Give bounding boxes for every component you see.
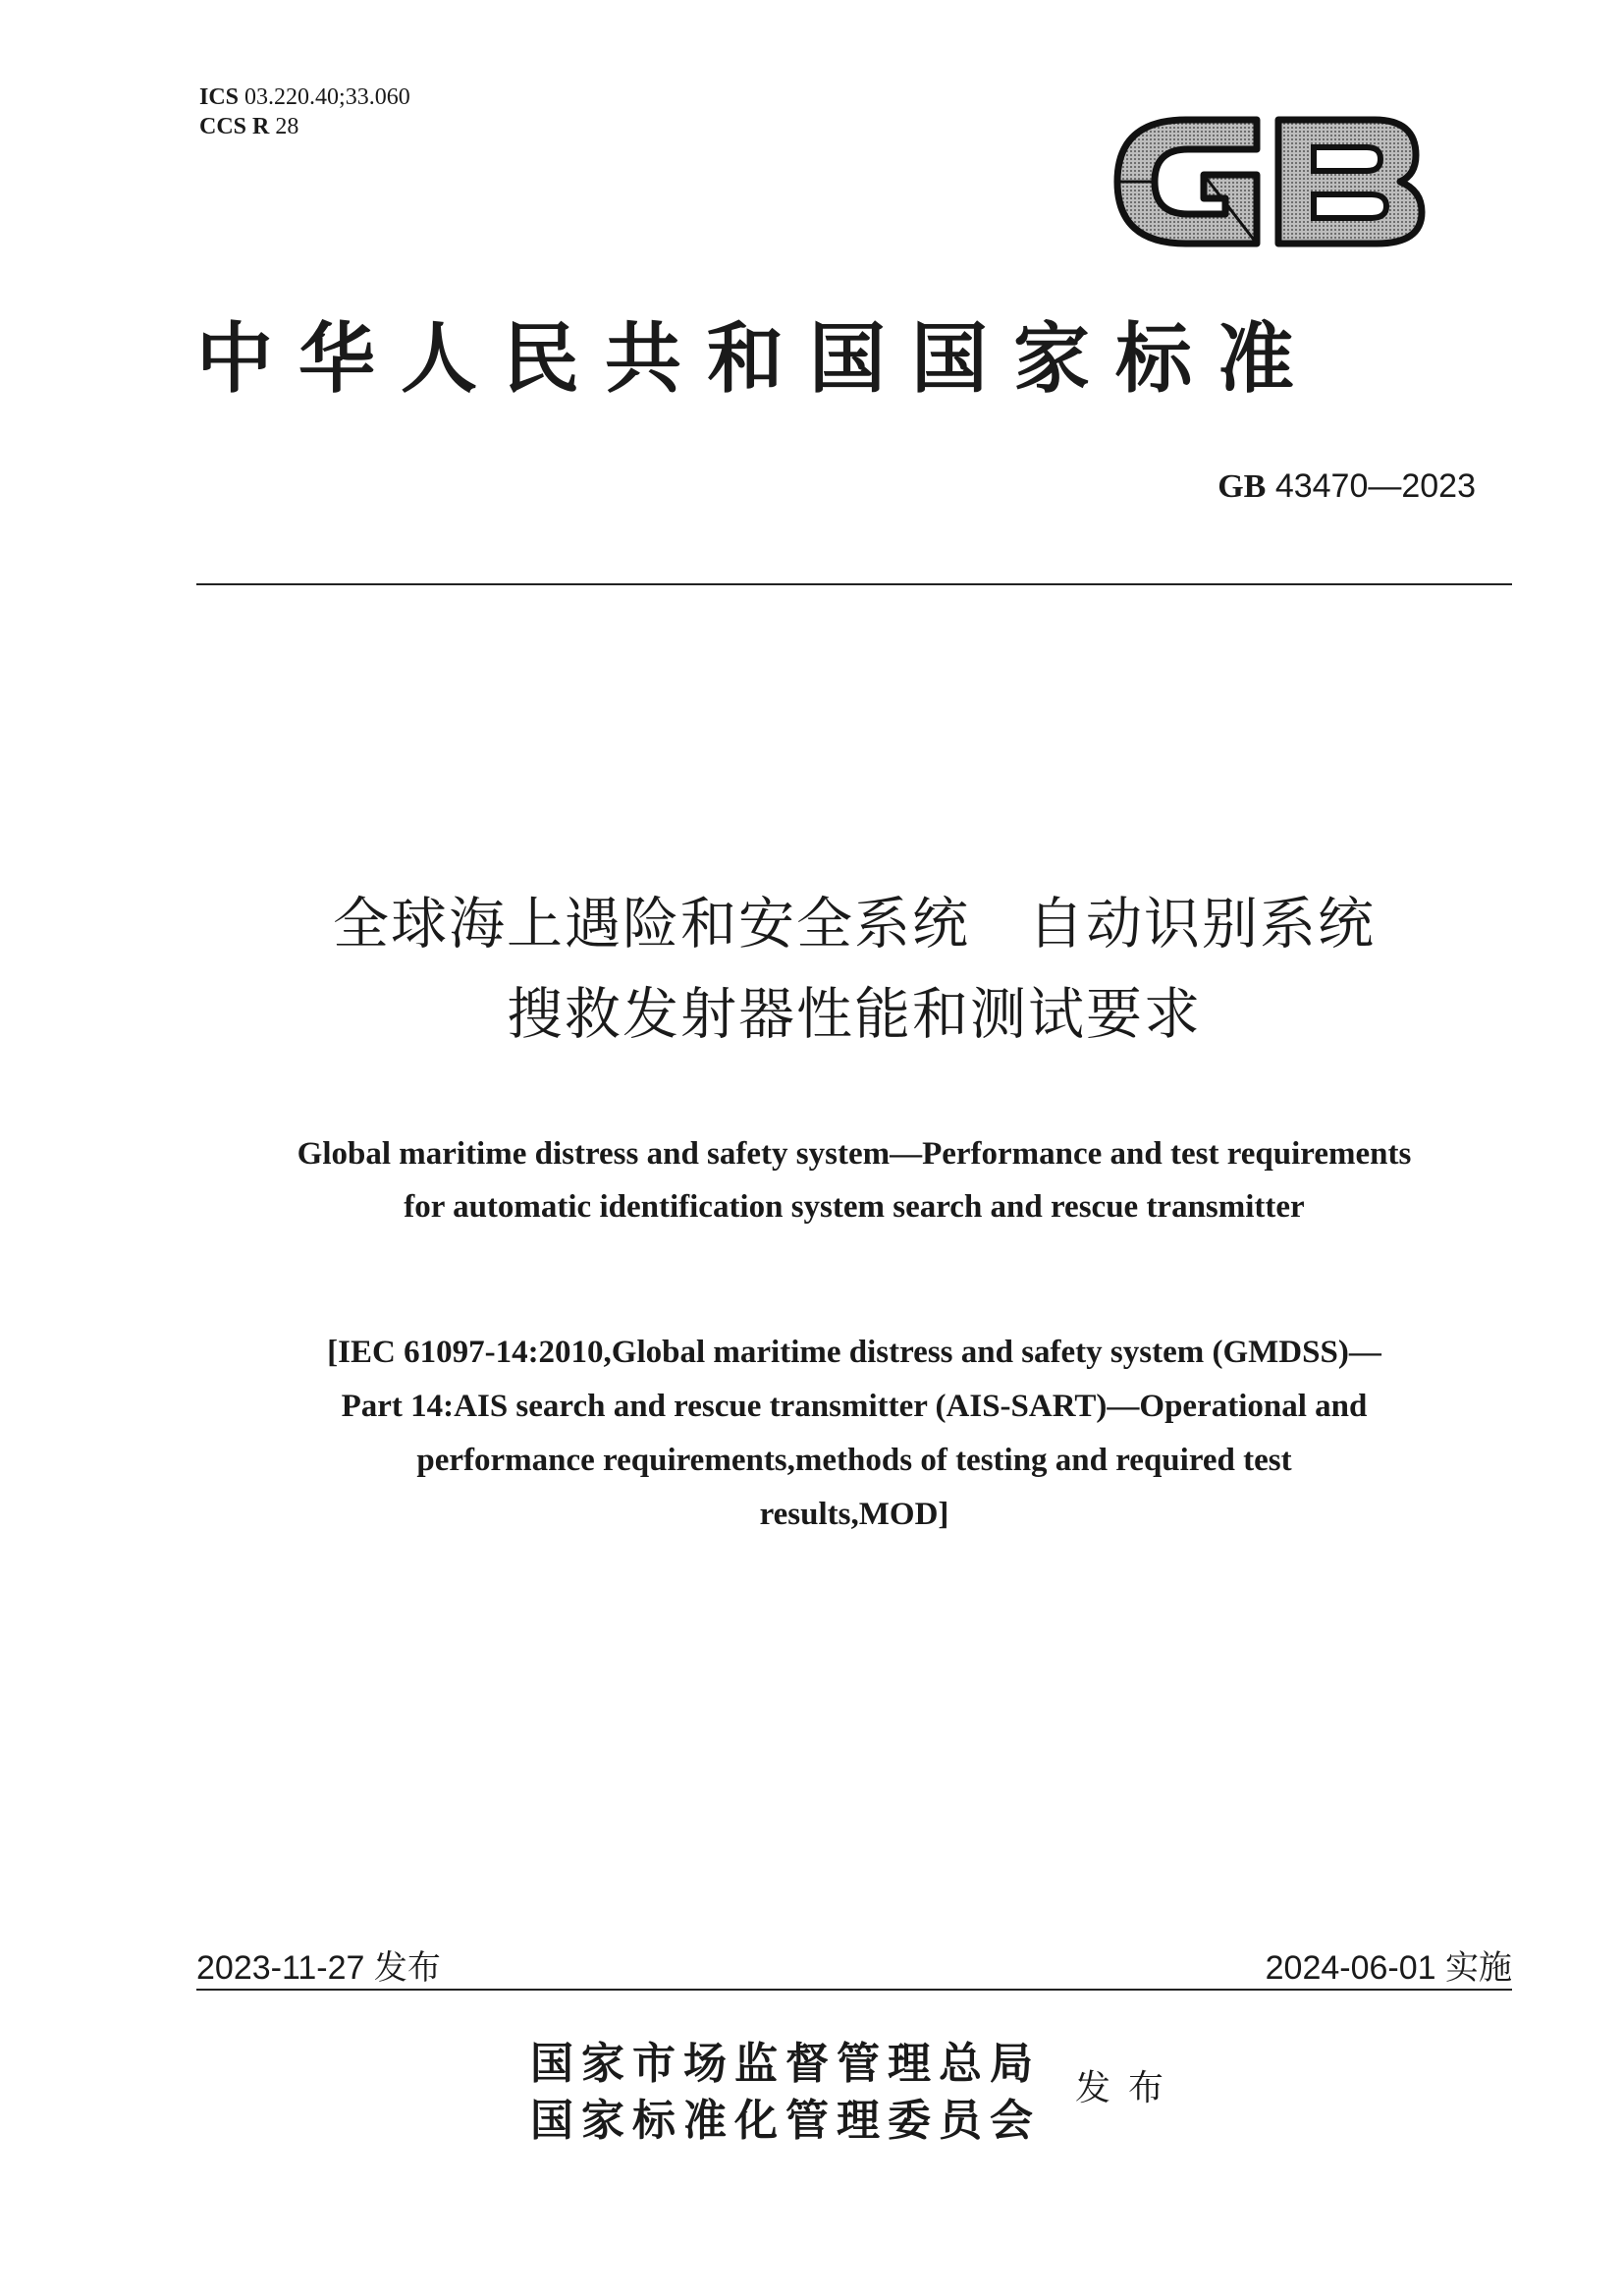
issuer-sac: 国家标准化管理委员会 xyxy=(530,2096,1041,2146)
header-divider xyxy=(196,583,1512,585)
standard-code xyxy=(1217,467,1476,506)
gb-logo-icon xyxy=(1109,98,1434,265)
ccs-line xyxy=(199,112,410,141)
ics-value: 03.220.40;33.060 xyxy=(244,84,410,110)
english-title-line-1: Global maritime distress and safety system—Performance and test requirements xyxy=(297,1136,1412,1172)
iec-reference-line-2: Part 14:AIS search and rescue transmitter (AIS-SART)—Operational and xyxy=(341,1389,1368,1424)
ics-line xyxy=(199,82,410,112)
footer-divider xyxy=(196,1989,1512,1991)
classification-codes xyxy=(199,82,410,141)
ccs-value: 28 xyxy=(275,114,299,139)
standard-code-prefix: GB xyxy=(1217,468,1267,505)
issuer-samr: 国家市场监督管理总局 xyxy=(530,2039,1041,2089)
iec-reference-line-1: [IEC 61097-14:2010,Global maritime distress and safety system (GMDSS)— xyxy=(327,1335,1381,1370)
issuing-authorities xyxy=(530,2036,1041,2150)
english-title xyxy=(137,1127,1571,1233)
iec-reference-line-3: performance requirements,methods of testing and required test xyxy=(416,1443,1292,1478)
iec-reference xyxy=(137,1326,1571,1542)
issue-date: 2023-11-27 发布 xyxy=(196,1949,441,1987)
ics-key: ICS xyxy=(199,84,240,110)
ccs-key: CCS xyxy=(199,114,247,139)
chinese-title-line-1: 全球海上遇险和安全系统 自动识别系统 xyxy=(333,892,1376,957)
publish-label: 发布 xyxy=(1075,2068,1182,2108)
national-standard-heading: 中华人民共和国国家标准 xyxy=(196,314,1321,404)
standard-code-number: 43470—2023 xyxy=(1274,467,1476,505)
iec-reference-line-4: results,MOD] xyxy=(759,1497,949,1532)
english-title-line-2: for automatic identification system search and rescue transmitter xyxy=(404,1189,1305,1225)
implementation-date: 2024-06-01 实施 xyxy=(1265,1949,1512,1987)
chinese-title-line-2: 搜救发射器性能和测试要求 xyxy=(507,982,1202,1047)
ccs-letter: R xyxy=(252,114,270,139)
chinese-title xyxy=(137,879,1571,1060)
